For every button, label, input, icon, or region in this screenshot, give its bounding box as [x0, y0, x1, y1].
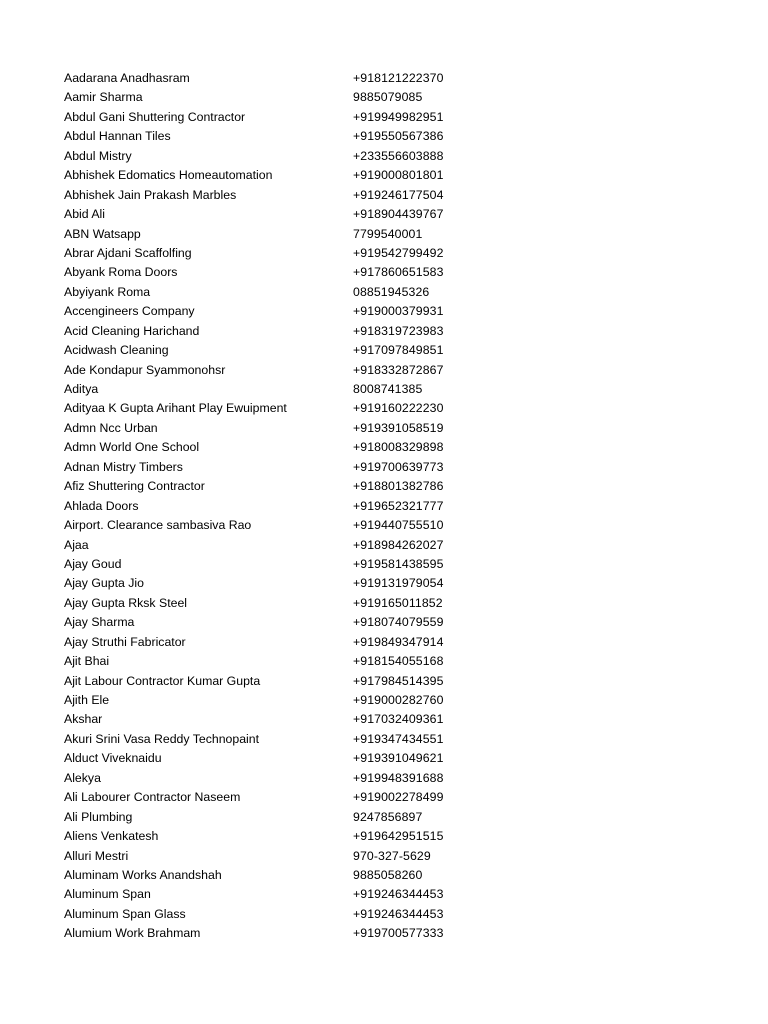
contact-name: Ajit Bhai — [64, 654, 110, 669]
contact-row — [64, 225, 484, 244]
contact-name: Abhishek Jain Prakash Marbles — [64, 187, 237, 202]
contact-name: Alekya — [64, 770, 101, 785]
contact-row — [64, 69, 484, 88]
contact-phone: +919246344453 — [353, 906, 444, 921]
contact-row — [64, 302, 484, 321]
contact-name: Accengineers Company — [64, 304, 195, 319]
contact-name: ABN Watsapp — [64, 226, 141, 241]
contact-row — [64, 672, 484, 691]
contact-row — [64, 147, 484, 166]
contact-name: Afiz Shuttering Contractor — [64, 479, 205, 494]
contact-phone: +919131979054 — [353, 576, 444, 591]
contact-row — [64, 847, 484, 866]
contact-phone: +919700639773 — [353, 459, 444, 474]
contact-row — [64, 205, 484, 224]
contact-list — [64, 69, 484, 944]
contact-name: Airport. Clearance sambasiva Rao — [64, 518, 252, 533]
contact-name: Ali Labourer Contractor Naseem — [64, 790, 241, 805]
contact-row — [64, 749, 484, 768]
contact-name: Adityaa K Gupta Arihant Play Ewuipment — [64, 401, 287, 416]
contact-row — [64, 458, 484, 477]
contact-row — [64, 516, 484, 535]
contact-row — [64, 263, 484, 282]
contact-phone: +919652321777 — [353, 498, 444, 513]
contact-name: Ajay Struthi Fabricator — [64, 634, 186, 649]
contact-name: Aadarana Anadhasram — [64, 71, 190, 85]
contact-name: Acid Cleaning Harichand — [64, 323, 200, 338]
contact-name: Abdul Mistry — [64, 148, 132, 163]
contact-phone: +919165011852 — [353, 595, 443, 610]
contact-row — [64, 633, 484, 652]
contact-name: Alumium Work Brahmam — [64, 926, 201, 941]
contact-phone: +919000282760 — [353, 693, 444, 707]
contact-phone: +919391058519 — [353, 420, 444, 435]
contact-row — [64, 769, 484, 788]
contact-row — [64, 108, 484, 127]
contact-name: Ajay Goud — [64, 556, 122, 571]
contact-phone: +919948391688 — [353, 770, 444, 785]
contact-row — [64, 652, 484, 671]
contact-phone: 9885079085 — [353, 90, 423, 105]
contact-row — [64, 477, 484, 496]
contact-phone: +919246177504 — [353, 187, 444, 202]
contact-row — [64, 361, 484, 380]
contact-name: Ade Kondapur Syammonohsr — [64, 362, 226, 377]
contact-phone: +919642951515 — [353, 829, 444, 844]
contact-name: Ajaa — [64, 537, 89, 552]
contact-phone: +919000801801 — [353, 168, 444, 183]
contact-name: Admn World One School — [64, 440, 200, 455]
contact-name: Alluri Mestri — [64, 848, 129, 863]
contact-row — [64, 613, 484, 632]
contact-row — [64, 827, 484, 846]
contact-name: Abid Ali — [64, 207, 106, 222]
contact-phone: +919550567386 — [353, 129, 444, 144]
contact-name: Ali Plumbing — [64, 809, 133, 824]
contact-row — [64, 88, 484, 107]
contact-phone: +919391049621 — [353, 751, 444, 766]
contact-name: Abyank Roma Doors — [64, 265, 178, 280]
contact-phone: +919949982951 — [353, 109, 444, 124]
contact-name: Abrar Ajdani Scaffolfing — [64, 245, 192, 260]
contact-row — [64, 885, 484, 904]
contact-phone: 9885058260 — [353, 867, 423, 882]
contact-phone: +917860651583 — [353, 265, 444, 280]
contact-name: Abhishek Edomatics Homeautomation — [64, 168, 273, 183]
contact-phone: +919849347914 — [353, 634, 444, 649]
contact-row — [64, 710, 484, 729]
contact-phone: 8008741385 — [353, 382, 423, 396]
contact-phone: +919347434551 — [353, 731, 444, 746]
contact-phone: +918121222370 — [353, 71, 444, 85]
contact-row — [64, 730, 484, 749]
contact-name: Abdul Hannan Tiles — [64, 129, 171, 144]
contact-name: Ajit Labour Contractor Kumar Gupta — [64, 673, 261, 688]
contact-row — [64, 419, 484, 438]
contact-row — [64, 536, 484, 555]
contact-name: Abyiyank Roma — [64, 284, 151, 299]
contact-row — [64, 399, 484, 418]
contact-row — [64, 594, 484, 613]
contact-phone: +233556603888 — [353, 148, 444, 163]
contact-row — [64, 924, 484, 943]
contact-row — [64, 574, 484, 593]
contact-row — [64, 808, 484, 827]
contact-row — [64, 166, 484, 185]
contact-name: Aluminam Works Anandshah — [64, 867, 222, 882]
contact-name: Akshar — [64, 712, 103, 727]
contact-name: Aluminum Span Glass — [64, 906, 186, 921]
contact-phone: +919000379931 — [353, 304, 444, 319]
contact-row — [64, 788, 484, 807]
contact-name: Aditya — [64, 382, 99, 396]
contact-name: Ajith Ele — [64, 693, 110, 707]
contact-phone: +919160222230 — [353, 401, 444, 416]
contact-phone: +917097849851 — [353, 343, 444, 358]
contact-row — [64, 341, 484, 360]
contact-row — [64, 380, 484, 399]
contact-phone: +919002278499 — [353, 790, 444, 805]
contact-phone: +918074079559 — [353, 615, 444, 630]
contact-phone: +919542799492 — [353, 245, 444, 260]
contact-phone: 08851945326 — [353, 284, 430, 299]
contact-name: Alduct Viveknaidu — [64, 751, 162, 766]
contact-phone: +919700577333 — [353, 926, 444, 941]
contact-phone: +918984262027 — [353, 537, 444, 552]
contact-row — [64, 322, 484, 341]
contact-phone: +919440755510 — [353, 518, 444, 533]
contact-phone: 9247856897 — [353, 809, 423, 824]
contact-name: Acidwash Cleaning — [64, 343, 169, 358]
contact-phone: +918801382786 — [353, 479, 444, 494]
contact-row — [64, 127, 484, 146]
contact-name: Adnan Mistry Timbers — [64, 459, 183, 474]
contact-row — [64, 244, 484, 263]
contact-name: Ajay Gupta Rksk Steel — [64, 595, 188, 610]
contact-row — [64, 866, 484, 885]
contact-phone: +918904439767 — [353, 207, 444, 222]
contact-phone: +918008329898 — [353, 440, 444, 455]
contact-name: Aamir Sharma — [64, 90, 143, 105]
contact-row — [64, 186, 484, 205]
contact-row — [64, 555, 484, 574]
contact-name: Aliens Venkatesh — [64, 829, 159, 844]
contact-name: Ajay Sharma — [64, 615, 135, 630]
contact-name: Abdul Gani Shuttering Contractor — [64, 109, 246, 124]
contact-phone: 970-327-5629 — [353, 848, 431, 863]
contact-row — [64, 497, 484, 516]
contact-phone: +918332872867 — [353, 362, 444, 377]
contact-name: Akuri Srini Vasa Reddy Technopaint — [64, 731, 260, 746]
contact-phone: +917984514395 — [353, 673, 444, 688]
contact-phone: +918319723983 — [353, 323, 444, 338]
contact-phone: +919581438595 — [353, 556, 444, 571]
contact-row — [64, 283, 484, 302]
contact-name: Admn Ncc Urban — [64, 420, 158, 435]
contact-name: Ahlada Doors — [64, 498, 139, 513]
contact-name: Ajay Gupta Jio — [64, 576, 144, 591]
contact-row — [64, 905, 484, 924]
contact-phone: +918154055168 — [353, 654, 444, 669]
contact-phone: +919246344453 — [353, 887, 444, 902]
contact-row — [64, 438, 484, 457]
contact-row — [64, 691, 484, 710]
contact-name: Aluminum Span — [64, 887, 151, 902]
contact-phone: 7799540001 — [353, 226, 423, 241]
contact-phone: +917032409361 — [353, 712, 444, 727]
